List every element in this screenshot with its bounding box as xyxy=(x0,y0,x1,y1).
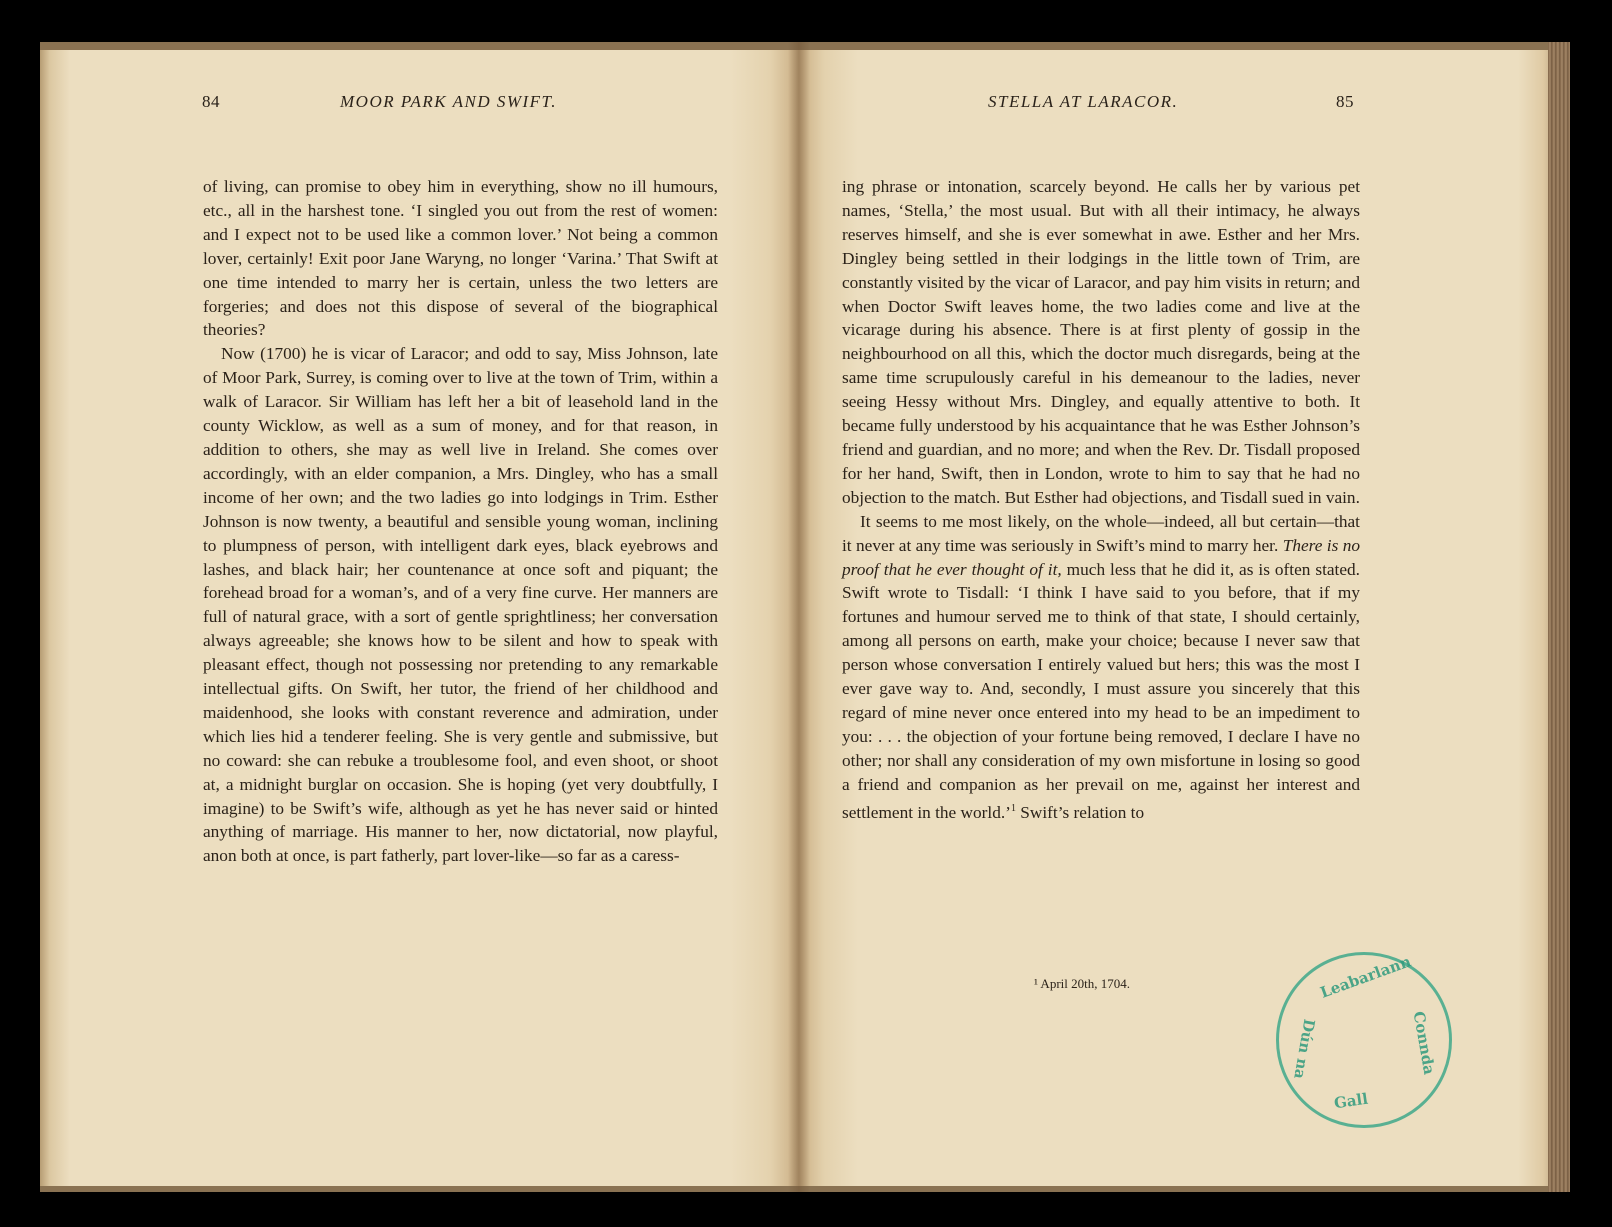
paragraph: Now (1700) he is vicar of Laracor; and odd to say, Miss Johnson, late of Moor Park, Surrey, is coming over to live at the town of Trim, within a walk of Laracor. Sir William has left her a bit of leasehold land in the county Wicklow, as well as a sum of money, and for that reason, in addition to others, she may as well live in Ireland. She comes over accordingly, with an elder companion, a Mrs. Dingley, who has a small income of her own; and the two ladies go into lodgings in Trim. Esther Johnson is now twenty, a beautiful and sensible young woman, inclining to plumpness of person, with intelligent dark eyes, black eyebrows and lashes, and black hair; her countenance at once soft and piquant; the forehead broad for a woman’s, and of a very fine curve. Her manners are full of natural grace, with a sort of gentle sprightliness; her conversation always agreeable; she knows how to be silent and how to speak with pleasant effect, though not possessing nor pretending to any remarkable intellectual gifts. On Swift, her tutor, the friend of her childhood and maidenhood, she looks with constant reverence and admiration, under which lies hid a tenderer feeling. She is very gentle and submissive, but no coward: she can rebuke a troublesome fool, and even shoot, or shoot at, a midnight burglar on occasion. She is hoping (yet very doubtfully, I imagine) to be Swift’s wife, although as yet he has never said or hinted anything of marriage. His manner to her, now dictatorial, now playful, anon both at once, is part fatherly, part lover-like—so far as a caress- xyxy=(203,344,718,866)
italic-emphasis: There is no proof that he ever thought of it, xyxy=(842,535,1360,579)
text-run: much less that he did it, as is often stated. Swift wrote to Tisdall: ‘I think I have said to you before, that if my fortunes and humour served me to think of that state, I should certainly, among all persons on earth, make your choice; because I never saw that person whose conversation I entirely valued but hers; this was the most I ever gave way to. And, secondly, I must assure you sincerely that this regard of mine never once entered into my head to be an impediment to you: . . . the objection of your fortune being removed, I declare I have no other; nor shall any consideration of my own misfortune in losing so good a friend and companion as her prevail on me, against her interest and settlement in the world.’ xyxy=(842,559,1360,822)
page-edges xyxy=(1548,42,1570,1192)
left-running-head: MOOR PARK AND SWIFT. xyxy=(340,92,557,111)
stamp-text: Leabarlann xyxy=(1317,952,1414,1002)
footnote-marker: 1 xyxy=(1010,802,1016,814)
right-page-number: 85 xyxy=(1336,92,1354,111)
book-gutter xyxy=(788,42,810,1192)
left-page-body xyxy=(203,175,718,868)
left-page-number: 84 xyxy=(202,92,220,111)
stamp-text: Connda xyxy=(1409,1009,1439,1077)
right-page-body xyxy=(842,175,1360,824)
paragraph: of living, can promise to obey him in everything, show no ill humours, etc., all in the harshest tone. ‘I singled you out from the rest of women: and I expect not to be used like a common lover.’ Not being a common lover, certainly! Exit poor Jane Waryng, no longer ‘Varina.’ That Swift at one time intended to marry her is certain, unless the two letters are forgeries; and does not this dispose of several of the biographical theories? xyxy=(203,177,718,340)
paragraph: ing phrase or intonation, scarcely beyond. He calls her by various pet names, ‘Stella,’ the most usual. But with all their intimacy, he always reserves himself, and she is ever somewhat in awe. Esther and her Mrs. Dingley being settled in their lodgings in the little town of Trim, are constantly visited by the vicar of Laracor, and pay him visits in return; and when Doctor Swift leaves home, the two ladies come and live at the vicarage during his absence. There is at first plenty of gossip in the neighbourhood on all this, which the doctor much disregards, being at the same time scrupulously careful in his demeanour to the ladies, never seeing Hessy without Mrs. Dingley, and equally attentive to both. It became fully understood by his acquaintance that he was Esther Johnson’s friend and guardian, and no more; and when the Rev. Dr. Tisdall proposed for her hand, Swift, then in London, wrote to him to say that he had no objection to the match. But Esther had objections, and Tisdall sued in vain. xyxy=(842,177,1360,507)
text-run: Swift’s relation to xyxy=(1015,802,1145,822)
text-run: It seems to me most likely, on the whole—indeed, all but certain—that it never at any time was seriously in Swift’s mind to marry her. xyxy=(842,511,1360,555)
footnote: ¹ April 20th, 1704. xyxy=(1034,976,1130,991)
stamp-text: Gall xyxy=(1332,1089,1370,1113)
library-stamp xyxy=(1276,952,1456,1132)
paragraph xyxy=(842,510,1360,825)
stamp-text: Dún na xyxy=(1290,1017,1319,1081)
right-running-head: STELLA AT LARACOR. xyxy=(988,92,1179,111)
